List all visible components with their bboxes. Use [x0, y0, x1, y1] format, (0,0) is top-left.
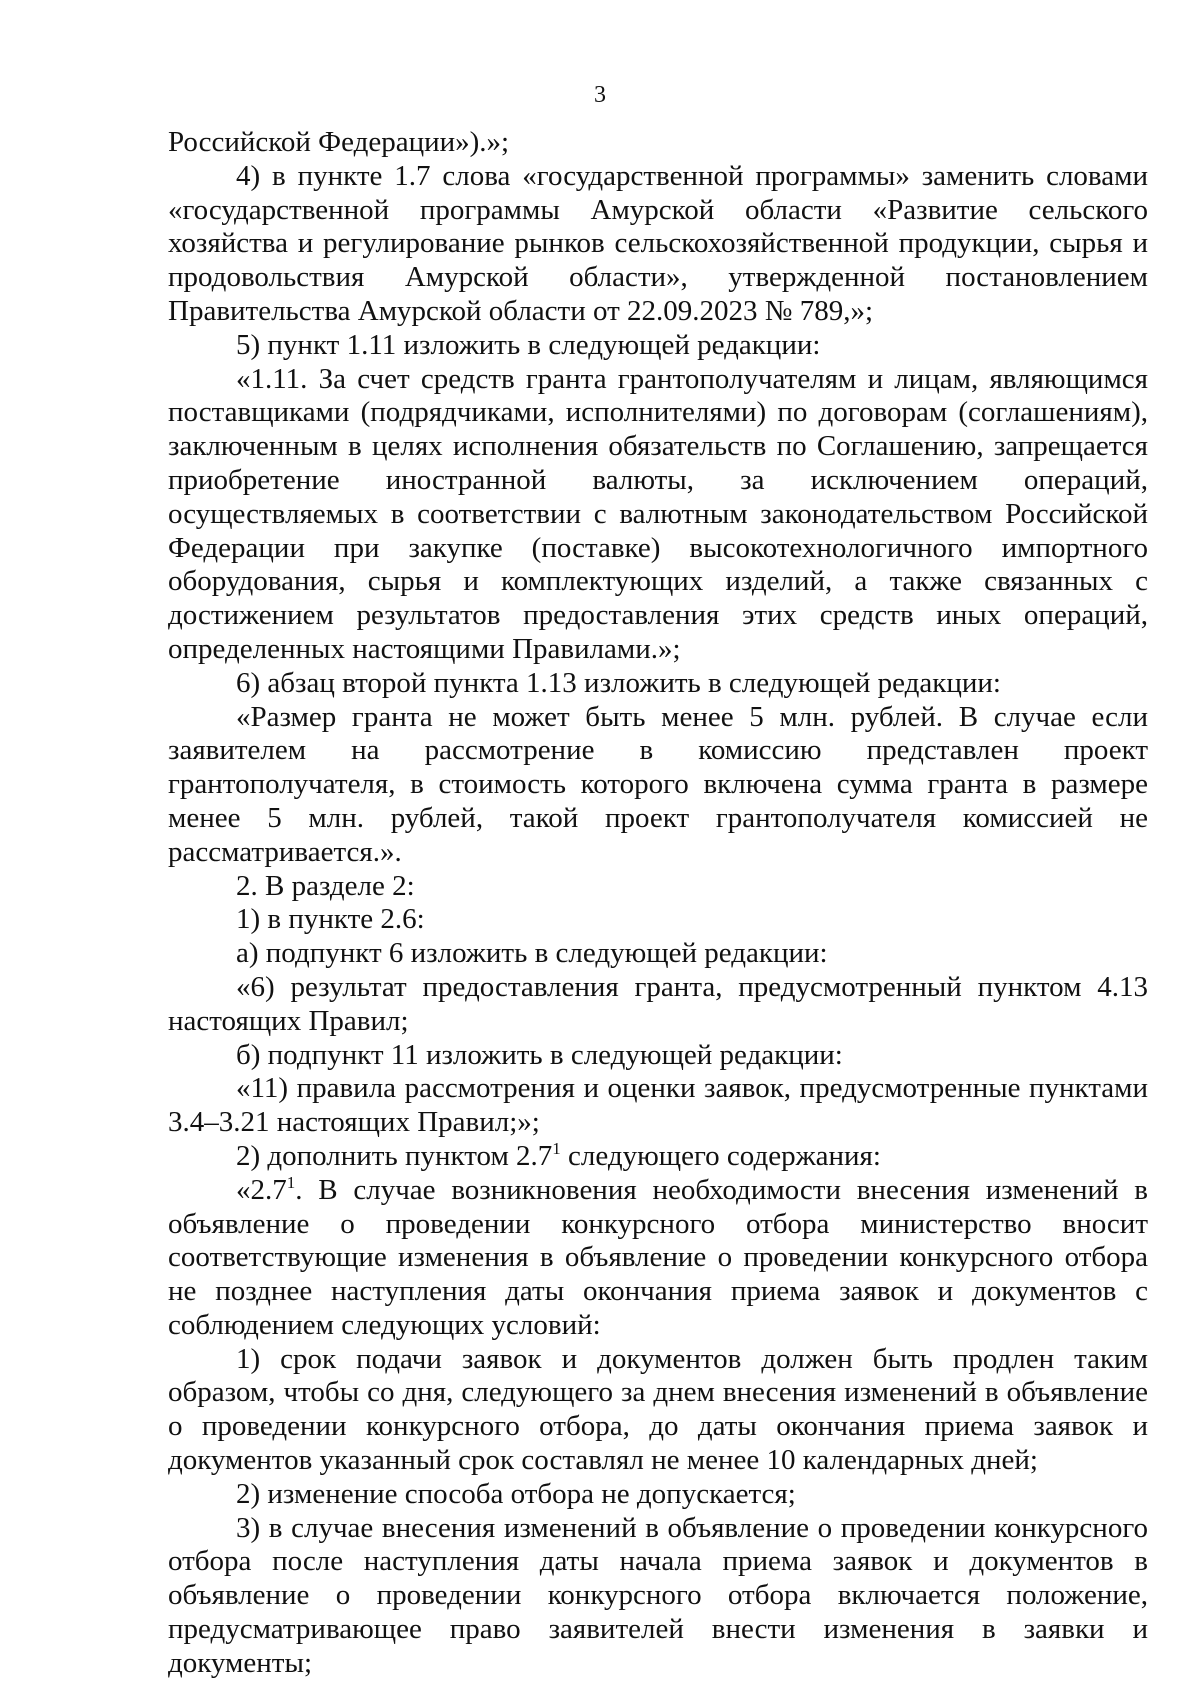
paragraph-section-2: 2. В разделе 2:: [236, 869, 415, 902]
paragraph-condition-1: 1) срок подачи заявок и документов должен быть продлен таким образом, чтобы со дня, следующего за днем внесения изменений в объявление о проведении конкурсного отбора, до даты окончания приема заявок и документов указанный срок составлял не менее 10 календарных дней;: [168, 1342, 1148, 1477]
paragraph-quote-1-11: «1.11. За счет средств гранта грантополучателям и лицам, являющимся поставщиками (подрядчиками, исполнителями) по договорам (соглашениям), заключенным в целях исполнения обязательств по Соглашению, запрещается приобретение иностранной валюты, за исключением операций, осуществляемых в соответствии с валютным законодательством Российской Федерации при закупке (поставке) высокотехнологичного импортного оборудования, сырья и комплектующих изделий, а также связанных с достижением результатов предоставления этих средств иных операций, определенных настоящими Правилами.»;: [168, 362, 1148, 665]
paragraph-condition-2: 2) изменение способа отбора не допускается;: [236, 1477, 796, 1510]
paragraph-item-6: 6) абзац второй пункта 1.13 изложить в следующей редакции:: [236, 666, 1001, 699]
paragraph-item-5: 5) пункт 1.11 изложить в следующей редакции:: [236, 328, 821, 361]
paragraph-continuation: Российской Федерации»).»;: [168, 126, 510, 158]
paragraph-item-2-6: 1) в пункте 2.6:: [236, 903, 425, 936]
paragraph-item-2-7-1: [168, 1140, 1148, 1174]
paragraph-quote-11: «11) правила рассмотрения и оценки заявок, предусмотренные пунктами 3.4–3.21 настоящих Правил;»;: [168, 1072, 1148, 1139]
paragraph-subitem-a: а) подпункт 6 изложить в следующей редакции:: [236, 937, 828, 970]
paragraph-subitem-b: б) подпункт 11 изложить в следующей редакции:: [236, 1038, 843, 1071]
superscript: 1: [286, 1172, 296, 1192]
paragraph-quote-6: «6) результат предоставления гранта, предусмотренный пунктом 4.13 настоящих Правил;: [168, 970, 1148, 1037]
text-run: . В случае возникновения необходимости внесения изменений в объявление о проведении конкурсного отбора министерство вносит соответствующие изменения в объявление о проведении конкурсного отбора не позднее наступления даты окончания приема заявок и документов с соблюдением следующих условий:: [168, 1173, 1148, 1341]
superscript: 1: [552, 1138, 561, 1158]
text-run: следующего содержания:: [560, 1139, 881, 1172]
text-run: 2) дополнить пунктом 2.7: [236, 1139, 553, 1172]
document-body: [168, 126, 1148, 1681]
paragraph-condition-3: 3) в случае внесения изменений в объявление о проведении конкурсного отбора после наступления даты начала приема заявок и документов в объявление о проведении конкурсного отбора включается положение, предусматривающее право заявителей внести изменения в заявки и документы;: [168, 1511, 1148, 1679]
paragraph-quote-grant-size: «Размер гранта не может быть менее 5 млн. рублей. В случае если заявителем на рассмотрение в комиссию представлен проект грантополучателя, в стоимость которого включена сумма гранта в размере менее 5 млн. рублей, такой проект грантополучателя комиссией не рассматривается.».: [168, 700, 1148, 868]
text-run: «2.7: [236, 1173, 287, 1206]
paragraph-item-4: 4) в пункте 1.7 слова «государственной программы» заменить словами «государственной программы Амурской области «Развитие сельского хозяйства и регулирование рынков сельскохозяйственной продукции, сырья и продовольствия Амурской области», утвержденной постановлением Правительства Амурской области от 22.09.2023 № 789,»;: [168, 159, 1148, 327]
page-number: 3: [594, 82, 606, 108]
paragraph-quote-2-7-1: [168, 1174, 1148, 1343]
